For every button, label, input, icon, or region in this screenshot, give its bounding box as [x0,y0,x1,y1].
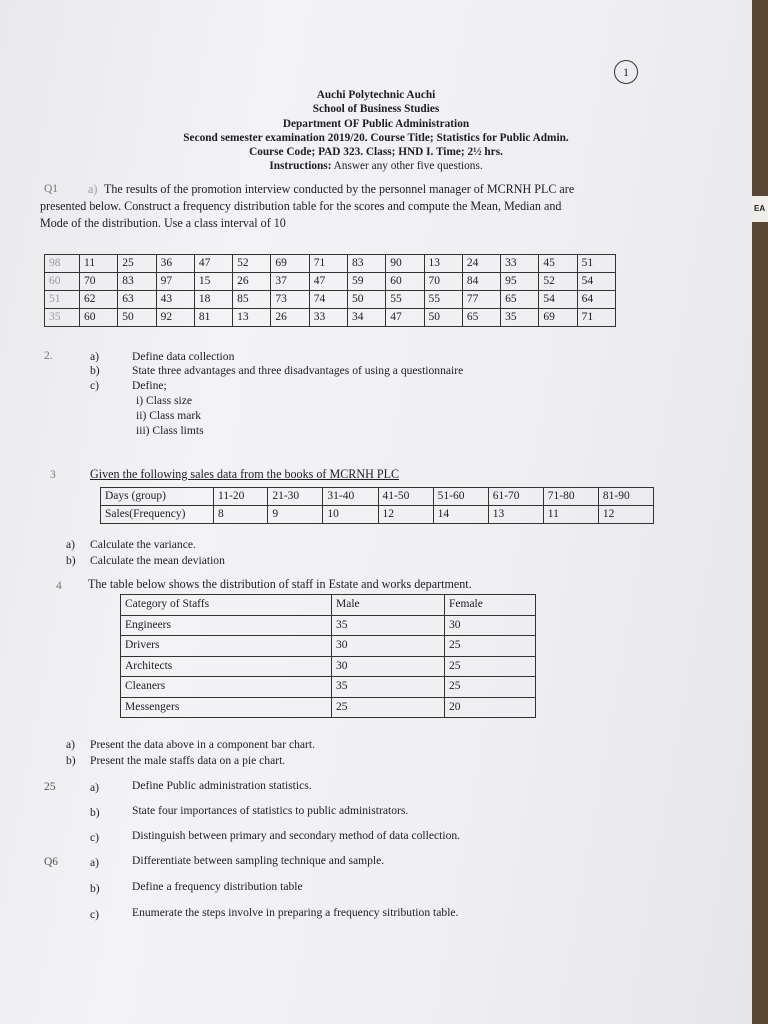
sales-cell: 12 [378,506,433,524]
score-cell: 45 [539,255,577,273]
score-cell: 73 [271,291,309,309]
score-cell: 47 [309,273,347,291]
q2c-text: Define; [132,379,167,392]
score-cell: 35 [501,309,539,327]
q6a-label: a) [90,856,100,869]
score-cell: 65 [462,309,500,327]
q6b-label: b) [90,882,100,895]
q2c-iii: iii) Class limts [136,424,204,437]
score-row [45,291,616,309]
staff-cell: 35 [332,615,445,636]
exam-course-title: Second semester examination 2019/20. Course Title; Statistics for Public Admin. [183,131,569,144]
score-cell: 11 [80,255,118,273]
staff-cell: 30 [332,636,445,657]
exam-header [0,88,752,174]
q5c-text: Distinguish between primary and secondary method of data collection. [132,829,461,842]
score-cell: 26 [233,273,271,291]
staff-row [121,677,536,698]
instructions-text: Answer any other five questions. [331,160,483,173]
score-cell: 33 [309,309,347,327]
score-cell: 92 [156,309,194,327]
q6b-text: Define a frequency distribution table [132,880,303,893]
staff-cell: Engineers [121,615,332,636]
score-cell: 55 [424,291,462,309]
score-cell: 54 [577,273,615,291]
q4-staff-table [120,594,536,718]
score-cell: 69 [539,309,577,327]
q3-sales-table [100,487,654,524]
sales-cell: 8 [214,506,268,524]
sales-cell: 14 [433,506,488,524]
staff-cell: 25 [445,656,536,677]
sales-cell: 41-50 [378,488,433,506]
edge-paper-scrap: EA [752,196,768,222]
staff-row [121,697,536,718]
score-cell: 77 [462,291,500,309]
sales-cell: 10 [323,506,378,524]
q3-number: 3 [50,469,56,481]
sales-cell: Sales(Frequency) [101,506,214,524]
score-cell: 98 [45,255,80,273]
score-cell: 37 [271,273,309,291]
q2c-label: c) [90,379,100,392]
score-cell: 50 [118,309,156,327]
q1-text-line3: Mode of the distribution. Use a class interval of 10 [40,216,286,230]
score-cell: 13 [233,309,271,327]
score-cell: 70 [80,273,118,291]
sales-cell: 11 [543,506,598,524]
score-cell: 18 [194,291,232,309]
staff-row [121,615,536,636]
instructions-label: Instructions: [269,160,332,173]
sales-cell: 71-80 [543,488,598,506]
q2b-text: State three advantages and three disadvantages of using a questionnaire [132,364,464,377]
score-cell: 63 [118,291,156,309]
score-cell: 97 [156,273,194,291]
score-row [45,255,616,273]
institution-name: Auchi Polytechnic Auchi [316,89,436,101]
score-cell: 71 [309,255,347,273]
page-number: 1 [614,60,638,84]
sales-cell: 61-70 [488,488,543,506]
score-cell: 84 [462,273,500,291]
score-cell: 47 [386,309,424,327]
score-cell: 83 [118,273,156,291]
q5b-label: b) [90,806,100,819]
score-cell: 60 [386,273,424,291]
score-cell: 13 [424,255,462,273]
sales-cell: 81-90 [598,488,653,506]
q3b-label: b) [66,554,76,567]
staff-cell: 30 [445,615,536,636]
score-cell: 51 [45,291,80,309]
score-cell: 36 [156,255,194,273]
score-cell: 52 [233,255,271,273]
q2b-label: b) [90,364,100,377]
score-cell: 25 [118,255,156,273]
q5c-label: c) [90,831,100,844]
staff-cell: 25 [332,697,445,718]
q1-number: Q1 [44,183,59,195]
staff-row [121,636,536,657]
staff-cell: 35 [332,677,445,698]
q2c-ii: ii) Class mark [136,409,202,422]
score-cell: 71 [577,309,615,327]
score-cell: 47 [194,255,232,273]
sales-cell: 31-40 [323,488,378,506]
score-cell: 83 [347,255,385,273]
staff-cell: Cleaners [121,677,332,698]
staff-cell: Female [445,595,536,616]
staff-cell: 20 [445,697,536,718]
score-cell: 15 [194,273,232,291]
score-row [45,273,616,291]
sales-cell: 9 [268,506,323,524]
q5-number: 25 [44,781,56,793]
staff-cell: Drivers [121,636,332,657]
q1-scores-table [44,254,616,327]
q6c-text: Enumerate the steps involve in preparing a frequency sitribution table. [132,906,459,919]
staff-cell: Male [332,595,445,616]
staff-cell: 25 [445,677,536,698]
q4a-label: a) [66,738,76,751]
q4a-text: Present the data above in a component bar chart. [90,738,316,751]
score-cell: 81 [194,309,232,327]
staff-row [121,656,536,677]
q2a-label: a) [90,350,100,363]
score-cell: 43 [156,291,194,309]
q4b-label: b) [66,754,76,767]
score-cell: 51 [577,255,615,273]
q1-text-line2: presented below. Construct a frequency distribution table for the scores and compute the Mean, Median and [40,199,562,213]
sales-cell: Days (group) [101,488,214,506]
score-cell: 54 [539,291,577,309]
q3a-label: a) [66,538,76,551]
score-cell: 69 [271,255,309,273]
q3b-text: Calculate the mean deviation [90,554,225,567]
score-cell: 33 [501,255,539,273]
q5b-text: State four importances of statistics to public administrators. [132,804,409,817]
course-code-line: Course Code; PAD 323. Class; HND I. Time; 2½ hrs. [249,146,503,159]
sales-cell: 13 [488,506,543,524]
score-cell: 85 [233,291,271,309]
q1-part-label: a) [88,182,98,196]
instructions-line [0,159,752,173]
staff-cell: Architects [121,656,332,677]
q6c-label: c) [90,908,100,921]
score-cell: 65 [501,291,539,309]
score-cell: 55 [386,291,424,309]
score-cell: 60 [80,309,118,327]
sales-cell: 21-30 [268,488,323,506]
score-cell: 50 [424,309,462,327]
staff-row [121,595,536,616]
q6a-text: Differentiate between sampling technique and sample. [132,854,385,867]
score-cell: 50 [347,291,385,309]
score-cell: 74 [309,291,347,309]
department-name: Department OF Public Administration [282,117,470,130]
sales-cell: 11-20 [214,488,268,506]
q5a-text: Define Public administration statistics. [132,779,312,792]
sales-row [101,506,654,524]
sales-row [101,488,654,506]
q5a-label: a) [90,781,100,794]
sales-cell: 12 [598,506,653,524]
score-cell: 70 [424,273,462,291]
staff-cell: Messengers [121,697,332,718]
score-cell: 95 [501,273,539,291]
score-cell: 26 [271,309,309,327]
score-cell: 59 [347,273,385,291]
score-cell: 52 [539,273,577,291]
q2-number: 2. [44,350,53,362]
q1-text-line1: The results of the promotion interview conducted by the personnel manager of MCRNH PLC are [104,182,575,196]
q4b-text: Present the male staffs data on a pie chart. [90,754,286,767]
score-row [45,309,616,327]
school-name: School of Business Studies [312,103,440,116]
sales-cell: 51-60 [433,488,488,506]
score-cell: 34 [347,309,385,327]
score-cell: 62 [80,291,118,309]
q4-number: 4 [56,580,62,592]
q4-intro: The table below shows the distribution of staff in Estate and works department. [88,577,472,591]
score-cell: 60 [45,273,80,291]
q3a-text: Calculate the variance. [90,538,196,551]
score-cell: 64 [577,291,615,309]
q3-intro: Given the following sales data from the books of MCRNH PLC [90,467,400,481]
score-cell: 90 [386,255,424,273]
score-cell: 24 [462,255,500,273]
q2a-text: Define data collection [132,350,235,363]
q6-number: Q6 [44,856,59,868]
q2c-i: i) Class size [136,394,193,407]
staff-cell: 30 [332,656,445,677]
score-cell: 35 [45,309,80,327]
staff-cell: 25 [445,636,536,657]
staff-cell: Category of Staffs [121,595,332,616]
